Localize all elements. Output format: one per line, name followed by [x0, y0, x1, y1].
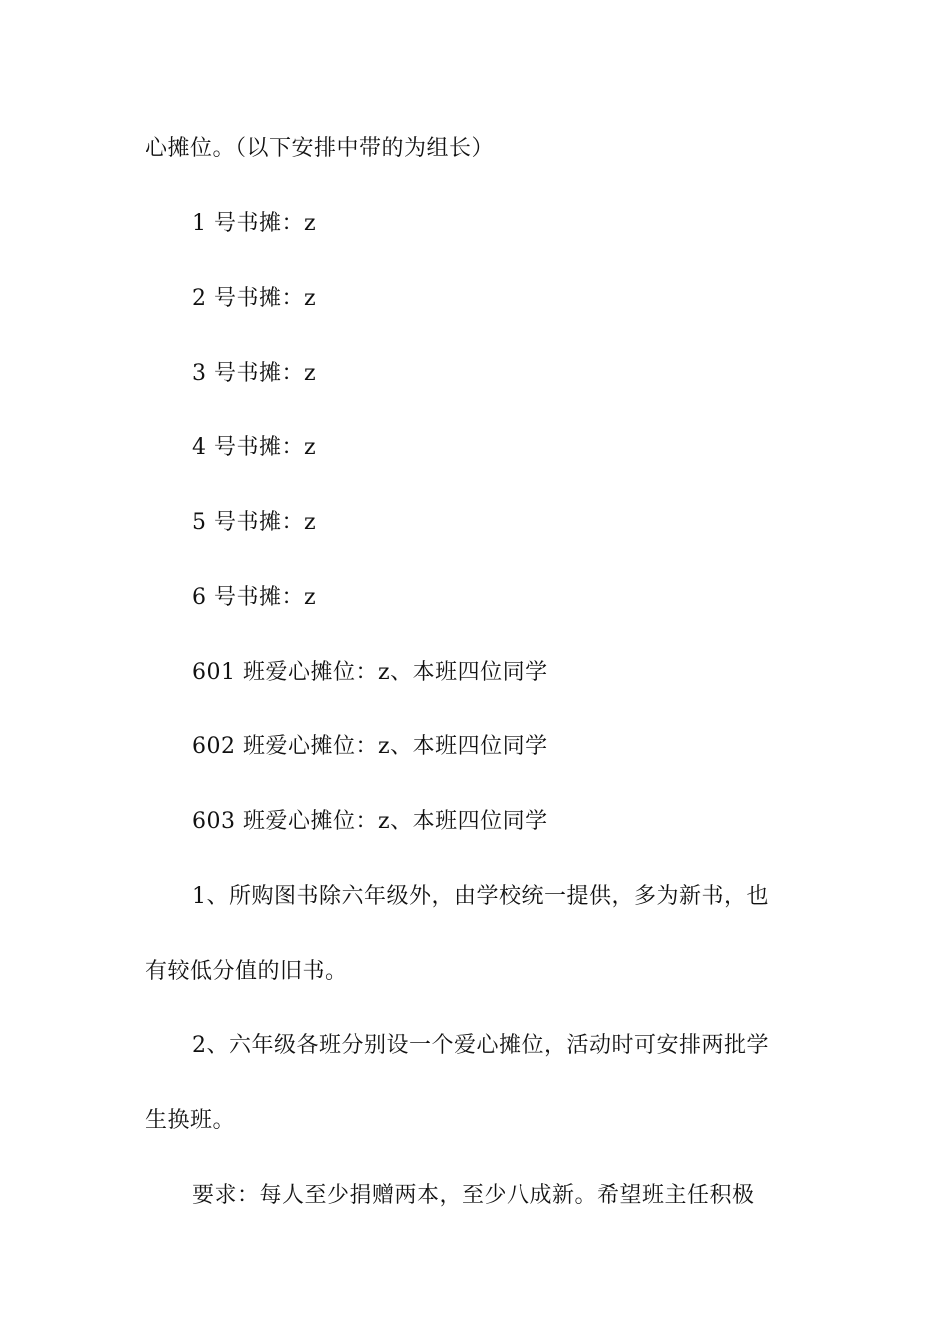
paragraph-continuation: 心摊位。（以下安排中带的为组长）: [145, 136, 495, 161]
note-2-line-2: 生换班。: [145, 1108, 236, 1133]
stall-line-1: 1 号书摊：z: [192, 211, 317, 236]
stall-line-6: 6 号书摊：z: [192, 585, 317, 610]
class-stall-602: 602 班爱心摊位：z、本班四位同学: [192, 734, 548, 759]
stall-line-2: 2 号书摊：z: [192, 286, 317, 311]
class-stall-603: 603 班爱心摊位：z、本班四位同学: [192, 809, 548, 834]
note-1-line-2: 有较低分值的旧书。: [145, 959, 348, 984]
stall-line-4: 4 号书摊：z: [192, 435, 317, 460]
requirement-line: 要求：每人至少捐赠两本，至少八成新。希望班主任积极: [192, 1183, 755, 1208]
stall-line-5: 5 号书摊：z: [192, 510, 317, 535]
stall-line-3: 3 号书摊：z: [192, 361, 317, 386]
note-1-line-1: 1、所购图书除六年级外，由学校统一提供，多为新书，也: [192, 884, 769, 909]
class-stall-601: 601 班爱心摊位：z、本班四位同学: [192, 660, 548, 685]
note-2-line-1: 2、六年级各班分别设一个爱心摊位，活动时可安排两批学: [192, 1033, 769, 1058]
